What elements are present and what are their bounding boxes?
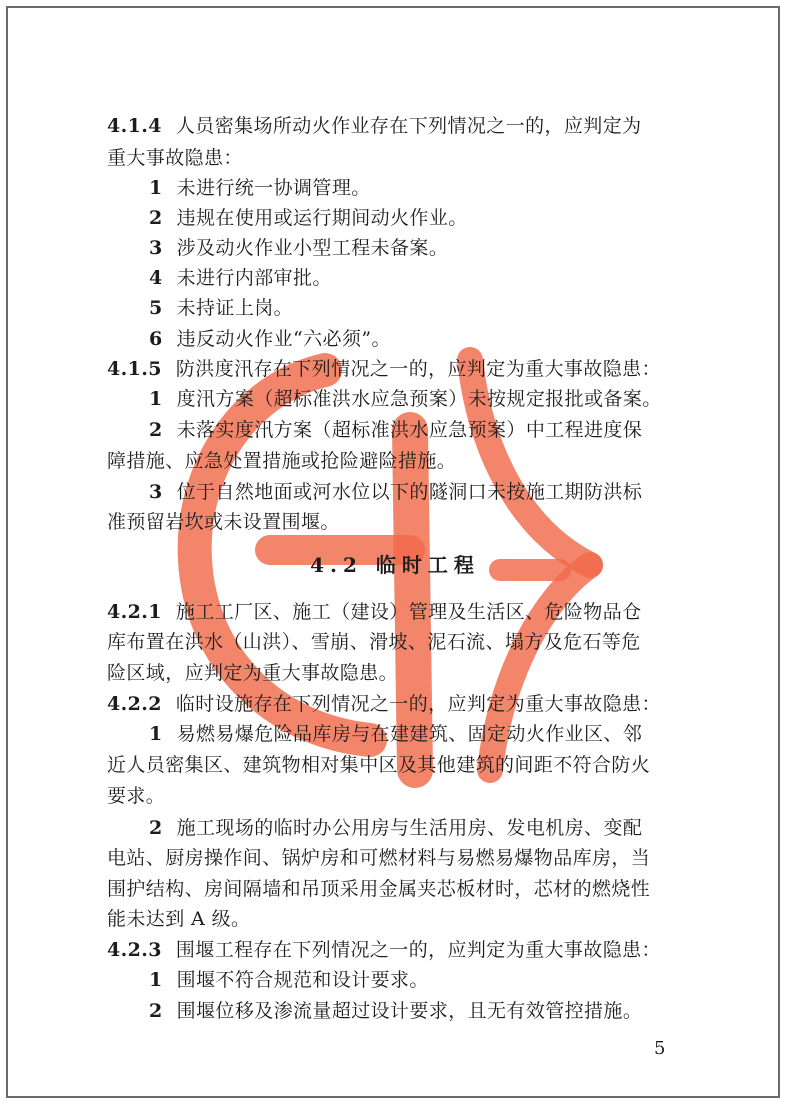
clause-4-2-3: 4.2.3 围堰工程存在下列情况之一的，应判定为重大事故隐患：: [107, 939, 661, 961]
clause-4-1-4: 4.1.4 人员密集场所动火作业存在下列情况之一的，应判定为: [107, 115, 642, 137]
list-item: 2 未落实度汛方案（超标准洪水应急预案）中工程进度保: [149, 419, 643, 441]
clause-continuation: 重大事故隐患：: [107, 147, 243, 169]
page-number: 5: [654, 1038, 666, 1059]
clause-continuation: 电站、厨房操作间、锅炉房和可燃材料与易燃易爆物品库房，当: [107, 847, 651, 869]
list-item: 1 易燃易爆危险品库房与在建建筑、固定动火作业区、邻: [149, 723, 643, 745]
clause-continuation: 库布置在洪水（山洪）、雪崩、滑坡、泥石流、塌方及危石等危: [107, 631, 641, 653]
list-item: 1 围堰不符合规范和设计要求。: [149, 969, 429, 991]
section-heading: 4.2 临时工程: [310, 553, 480, 577]
clause-continuation: 障措施、应急处置措施或抢险避险措施。: [107, 450, 457, 472]
clause-continuation: 险区域，应判定为重大事故隐患。: [107, 662, 399, 684]
clause-continuation: 准预留岩坎或未设置围堰。: [107, 511, 340, 533]
list-item: 3 涉及动火作业小型工程未备案。: [149, 237, 449, 259]
clause-continuation: 近人员密集区、建筑物相对集中区及其他建筑的间距不符合防火: [107, 754, 651, 776]
list-item: 6 违反动火作业“六必须”。: [149, 328, 391, 350]
list-item: 5 未持证上岗。: [149, 297, 294, 319]
list-item: 3 位于自然地面或河水位以下的隧洞口未按施工期防洪标: [149, 481, 643, 503]
clause-4-2-2: 4.2.2 临时设施存在下列情况之一的，应判定为重大事故隐患：: [107, 693, 661, 715]
list-item: 2 施工现场的临时办公用房与生活用房、发电机房、变配: [149, 817, 643, 839]
clause-4-1-5: 4.1.5 防洪度汛存在下列情况之一的，应判定为重大事故隐患：: [107, 358, 661, 380]
clause-continuation: 围护结构、房间隔墙和吊顶采用金属夹芯板材时，芯材的燃烧性: [107, 878, 651, 900]
list-item: 2 违规在使用或运行期间动火作业。: [149, 207, 468, 229]
list-item: 1 未进行统一协调管理。: [149, 177, 371, 199]
clause-continuation: 要求。: [107, 785, 166, 807]
clause-4-2-1: 4.2.1 施工工厂区、施工（建设）管理及生活区、危险物品仓: [107, 601, 642, 623]
list-item: 2 围堰位移及渗流量超过设计要求，且无有效管控措施。: [149, 1000, 643, 1022]
list-item: 1 度汛方案（超标准洪水应急预案）未按规定报批或备案。: [149, 388, 662, 410]
clause-continuation: 能未达到 A 级。: [107, 908, 251, 930]
list-item: 4 未进行内部审批。: [149, 267, 332, 289]
